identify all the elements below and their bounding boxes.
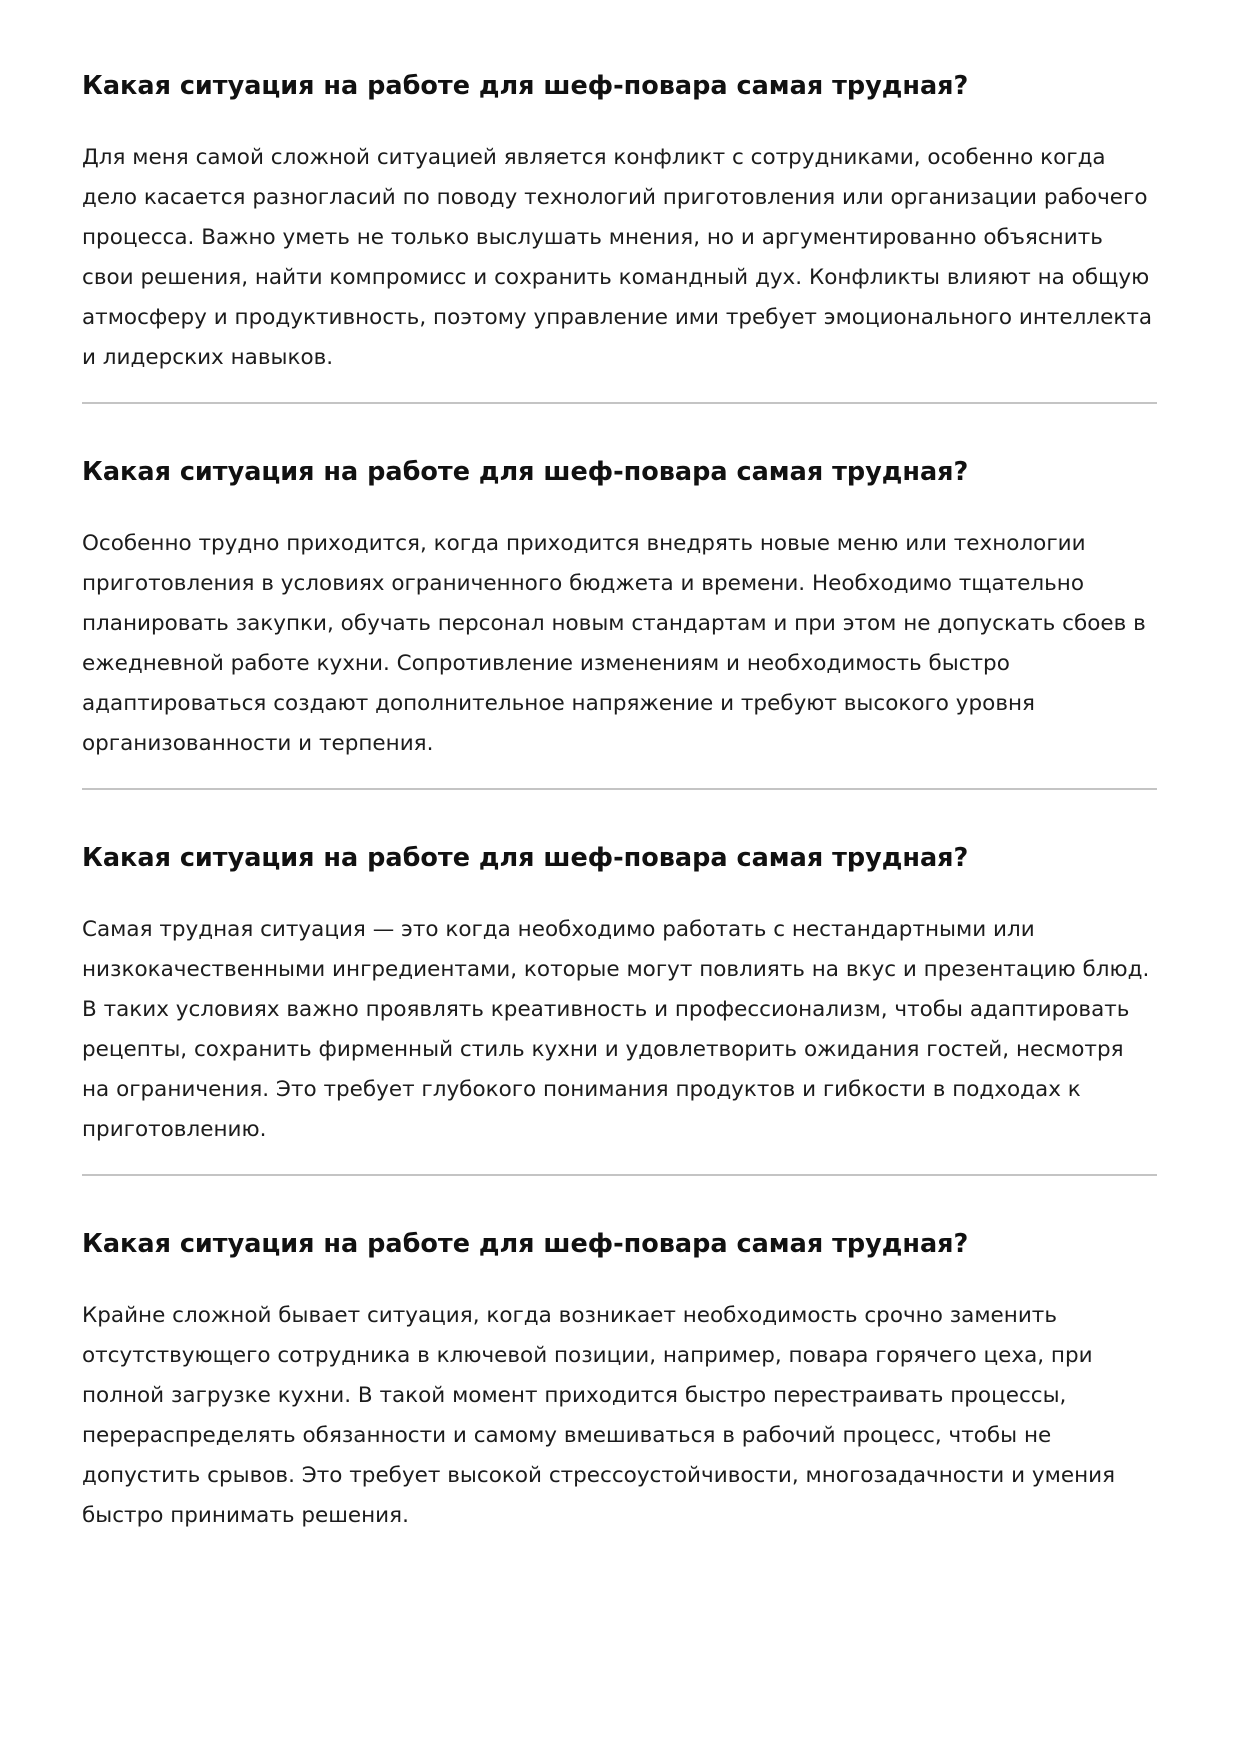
section-title: Какая ситуация на работе для шеф-повара самая трудная?: [82, 71, 969, 101]
qa-section-2: [82, 454, 1157, 764]
section-title: Какая ситуация на работе для шеф-повара самая трудная?: [82, 457, 969, 487]
qa-section-4: [82, 1226, 1157, 1536]
section-divider: [82, 402, 1157, 404]
qa-section-1: [82, 68, 1157, 378]
section-title: Какая ситуация на работе для шеф-повара самая трудная?: [82, 843, 969, 873]
section-divider: [82, 1174, 1157, 1176]
section-title: Какая ситуация на работе для шеф-повара самая трудная?: [82, 1229, 969, 1259]
section-body: Крайне сложной бывает ситуация, когда возникает необходимость срочно заменить отсутствующего сотрудника в ключевой позиции, например, повара горячего цеха, при полной загрузке кухни. В такой момент приходится быстро перестраивать процессы, перераспределять обязанности и самому вмешиваться в рабочий процесс, чтобы не допустить срывов. Это требует высокой стрессоустойчивости, многозадачности и умения быстро принимать решения.: [82, 1303, 1116, 1528]
section-divider: [82, 788, 1157, 790]
section-body: Особенно трудно приходится, когда приходится внедрять новые меню или технологии приготовления в условиях ограниченного бюджета и времени. Необходимо тщательно планировать закупки, обучать персонал новым стандартам и при этом не допускать сбоев в ежедневной работе кухни. Сопротивление изменениям и необходимость быстро адаптироваться создают дополнительное напряжение и требуют высокого уровня организованности и терпения.: [82, 531, 1146, 756]
section-body: Для меня самой сложной ситуацией является конфликт с сотрудниками, особенно когда дело касается разногласий по поводу технологий приготовления или организации рабочего процесса. Важно уметь не только выслушать мнения, но и аргументированно объяснить свои решения, найти компромисс и сохранить командный дух. Конфликты влияют на общую атмосферу и продуктивность, поэтому управление ими требует эмоционального интеллекта и лидерских навыков.: [82, 145, 1153, 370]
section-body: Самая трудная ситуация — это когда необходимо работать с нестандартными или низкокачественными ингредиентами, которые могут повлиять на вкус и презентацию блюд. В таких условиях важно проявлять креативность и профессионализм, чтобы адаптировать рецепты, сохранить фирменный стиль кухни и удовлетворить ожидания гостей, несмотря на ограничения. Это требует глубокого понимания продуктов и гибкости в подходах к приготовлению.: [82, 917, 1150, 1142]
qa-section-3: [82, 840, 1157, 1150]
